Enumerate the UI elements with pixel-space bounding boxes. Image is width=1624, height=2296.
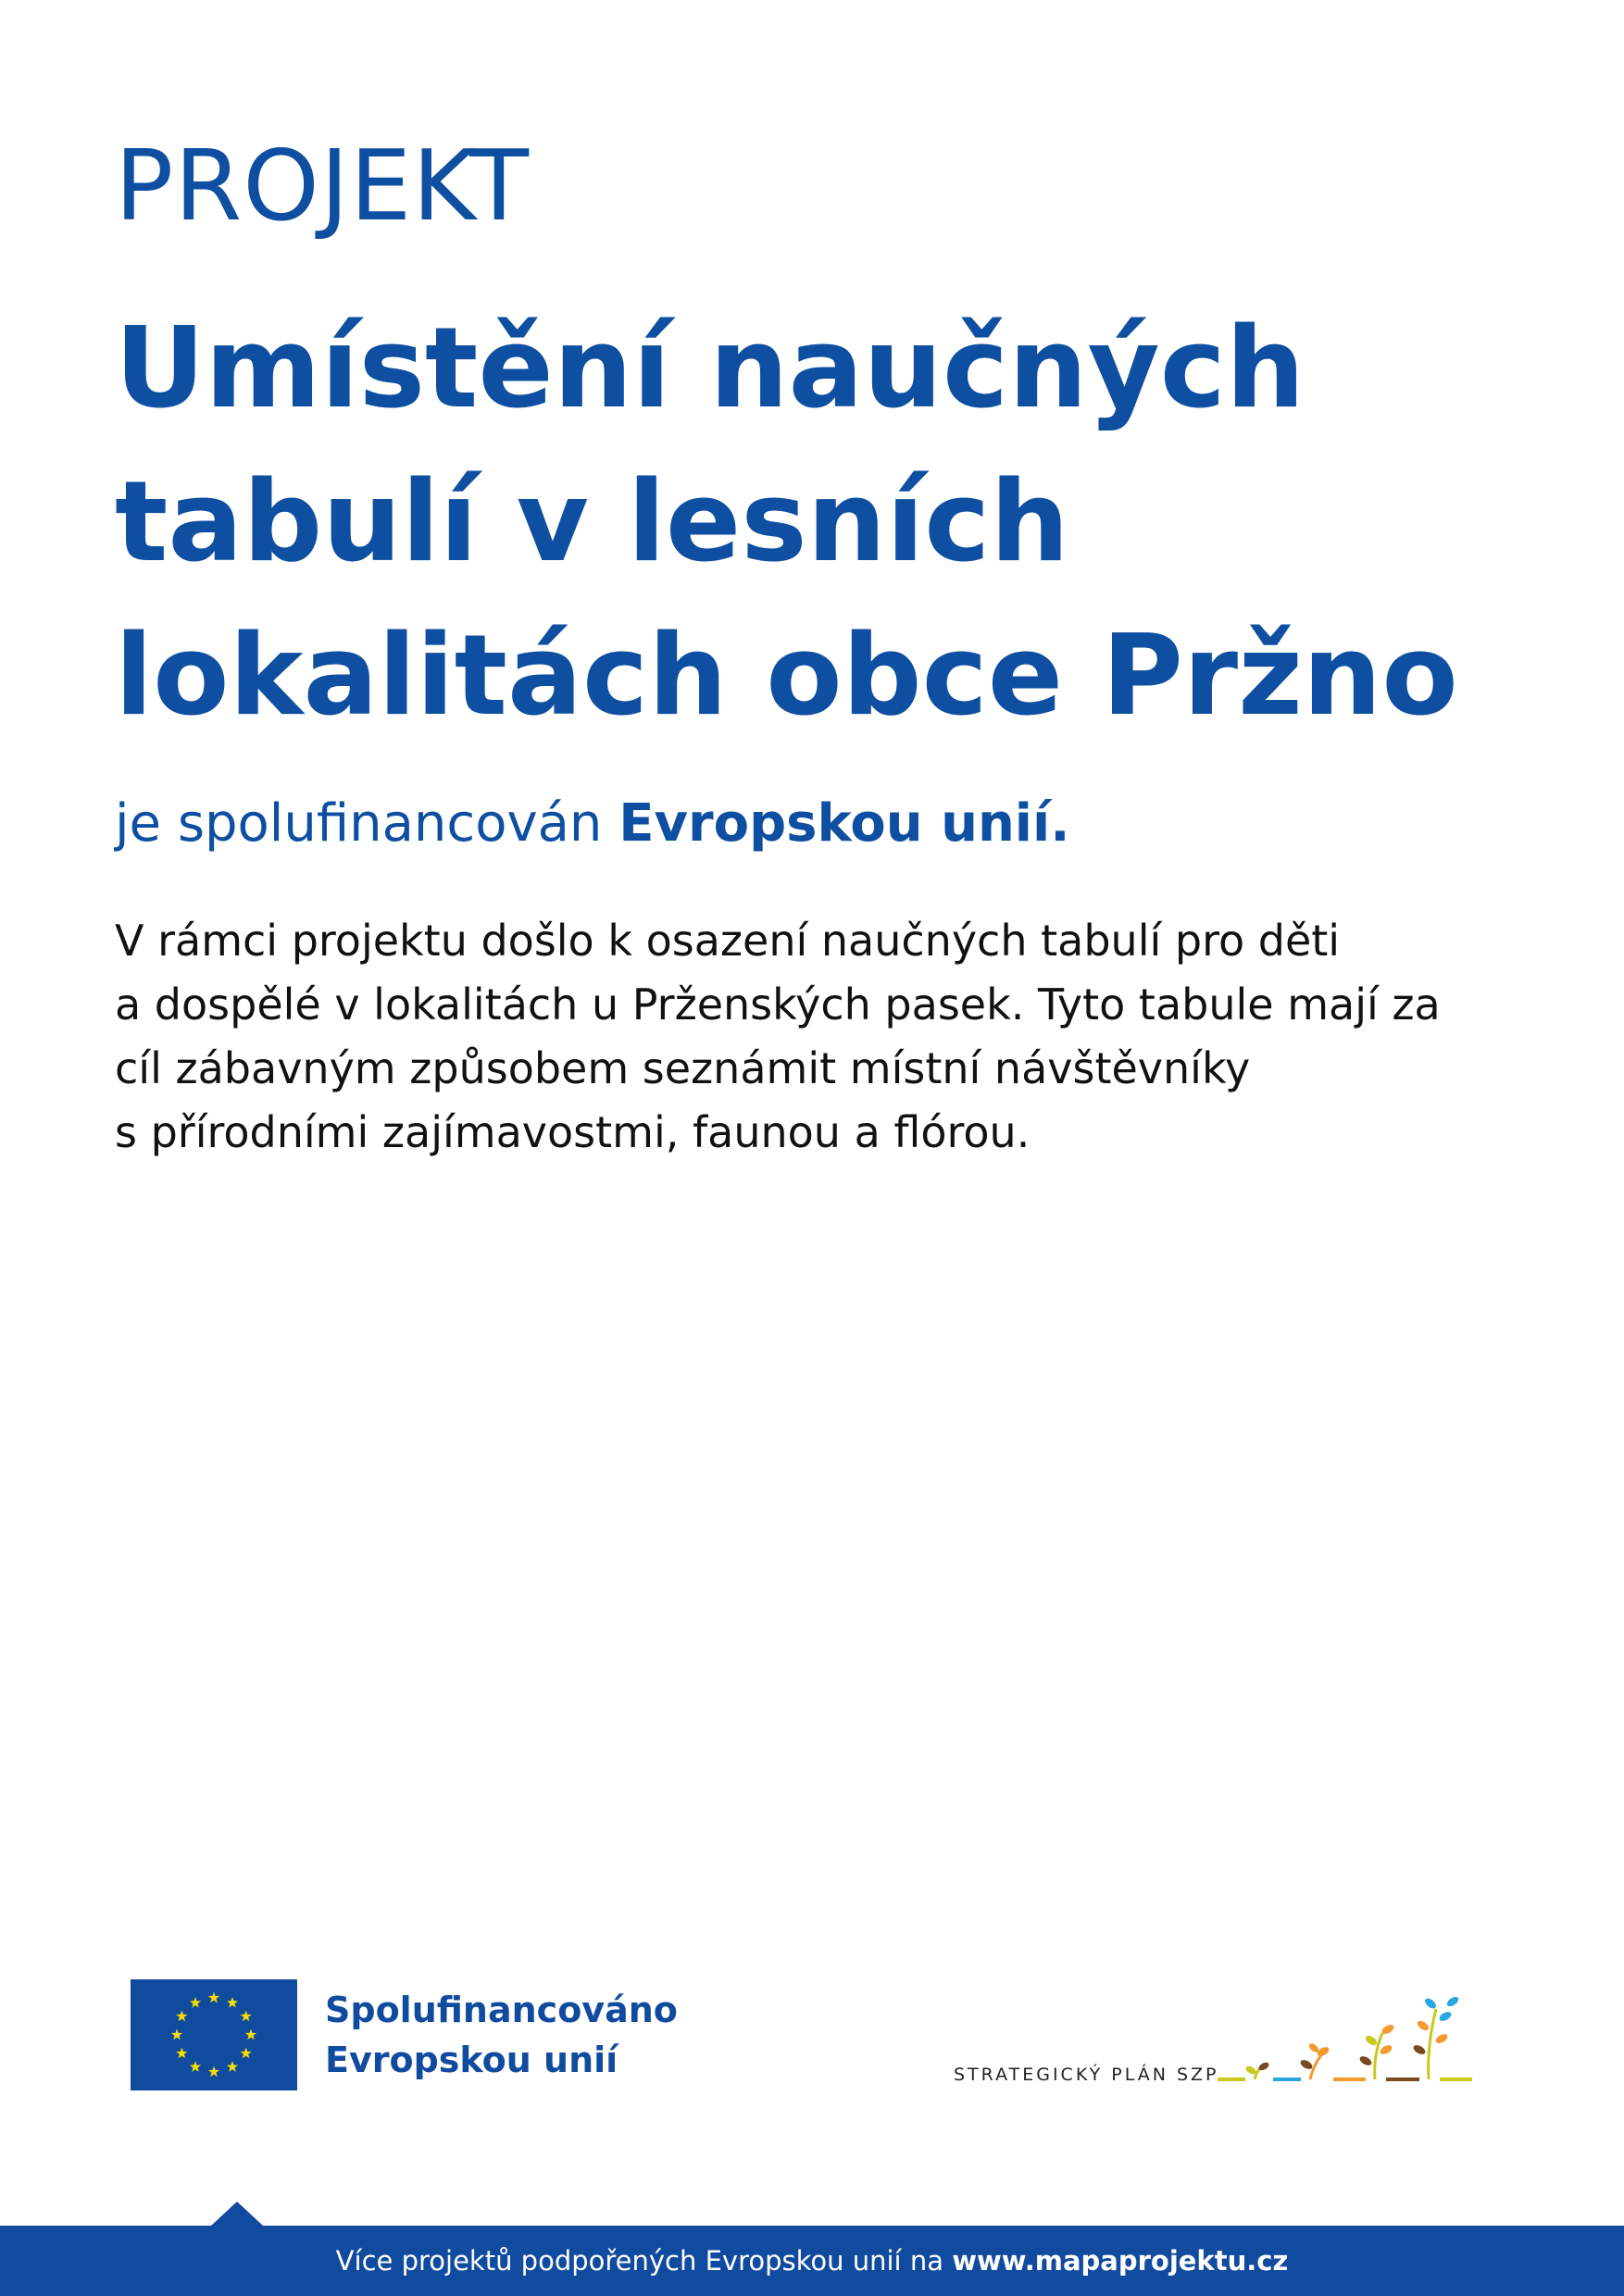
project-description: V rámci projektu došlo k osazení naučných tabulí pro děti a dospělé v lokalitách u Prženských pasek. Tyto tabule mají za cíl zábavným způsobem seznámit místní návštěvníky s přírodními zajímavostmi, faunou a flórou.	[115, 916, 1441, 1157]
eu-star	[190, 1997, 201, 2008]
eu-flag-icon	[131, 1979, 297, 2090]
footer-prefix: Více projektů podpořených Evropskou unií na	[335, 2245, 943, 2277]
eu-star	[176, 2011, 187, 2022]
eu-logo-text	[325, 1985, 678, 2085]
cofinanced-prefix: je spolufinancován	[115, 793, 603, 854]
footer-text	[336, 2245, 1289, 2277]
eu-cofinanced-logo	[131, 1979, 678, 2090]
strategic-plan-text: STRATEGICKÝ PLÁN SZP	[954, 2065, 1219, 2085]
eu-star	[227, 2061, 238, 2072]
project-label: PROJEKT	[115, 130, 531, 243]
eu-star	[240, 2048, 251, 2059]
footer-notch	[211, 2202, 263, 2226]
footer-link[interactable]: www.mapaprojektu.cz	[952, 2245, 1289, 2277]
eu-star	[190, 2061, 201, 2072]
eu-logo-line2: Evropskou unií	[325, 2040, 618, 2080]
eu-star	[245, 2029, 256, 2040]
eu-star	[208, 2066, 219, 2078]
eu-logo-line1: Spolufinancováno	[325, 1990, 678, 2030]
sprouts-icon	[1218, 1972, 1486, 2092]
cofinanced-eu: Evropskou unií.	[618, 793, 1070, 854]
footer-bar	[0, 2226, 1624, 2296]
strategic-plan-logo	[954, 1972, 1481, 2092]
eu-star	[176, 2048, 187, 2059]
eu-star	[227, 1997, 238, 2008]
eu-star	[240, 2011, 251, 2022]
eu-star	[171, 2029, 182, 2040]
project-title: Umístění naučných tabulí v lesních lokalitách obce Pržno	[115, 305, 1458, 741]
eu-star	[208, 1992, 219, 2003]
cofinanced-statement	[115, 792, 1069, 855]
eu-stars	[131, 1979, 297, 2090]
